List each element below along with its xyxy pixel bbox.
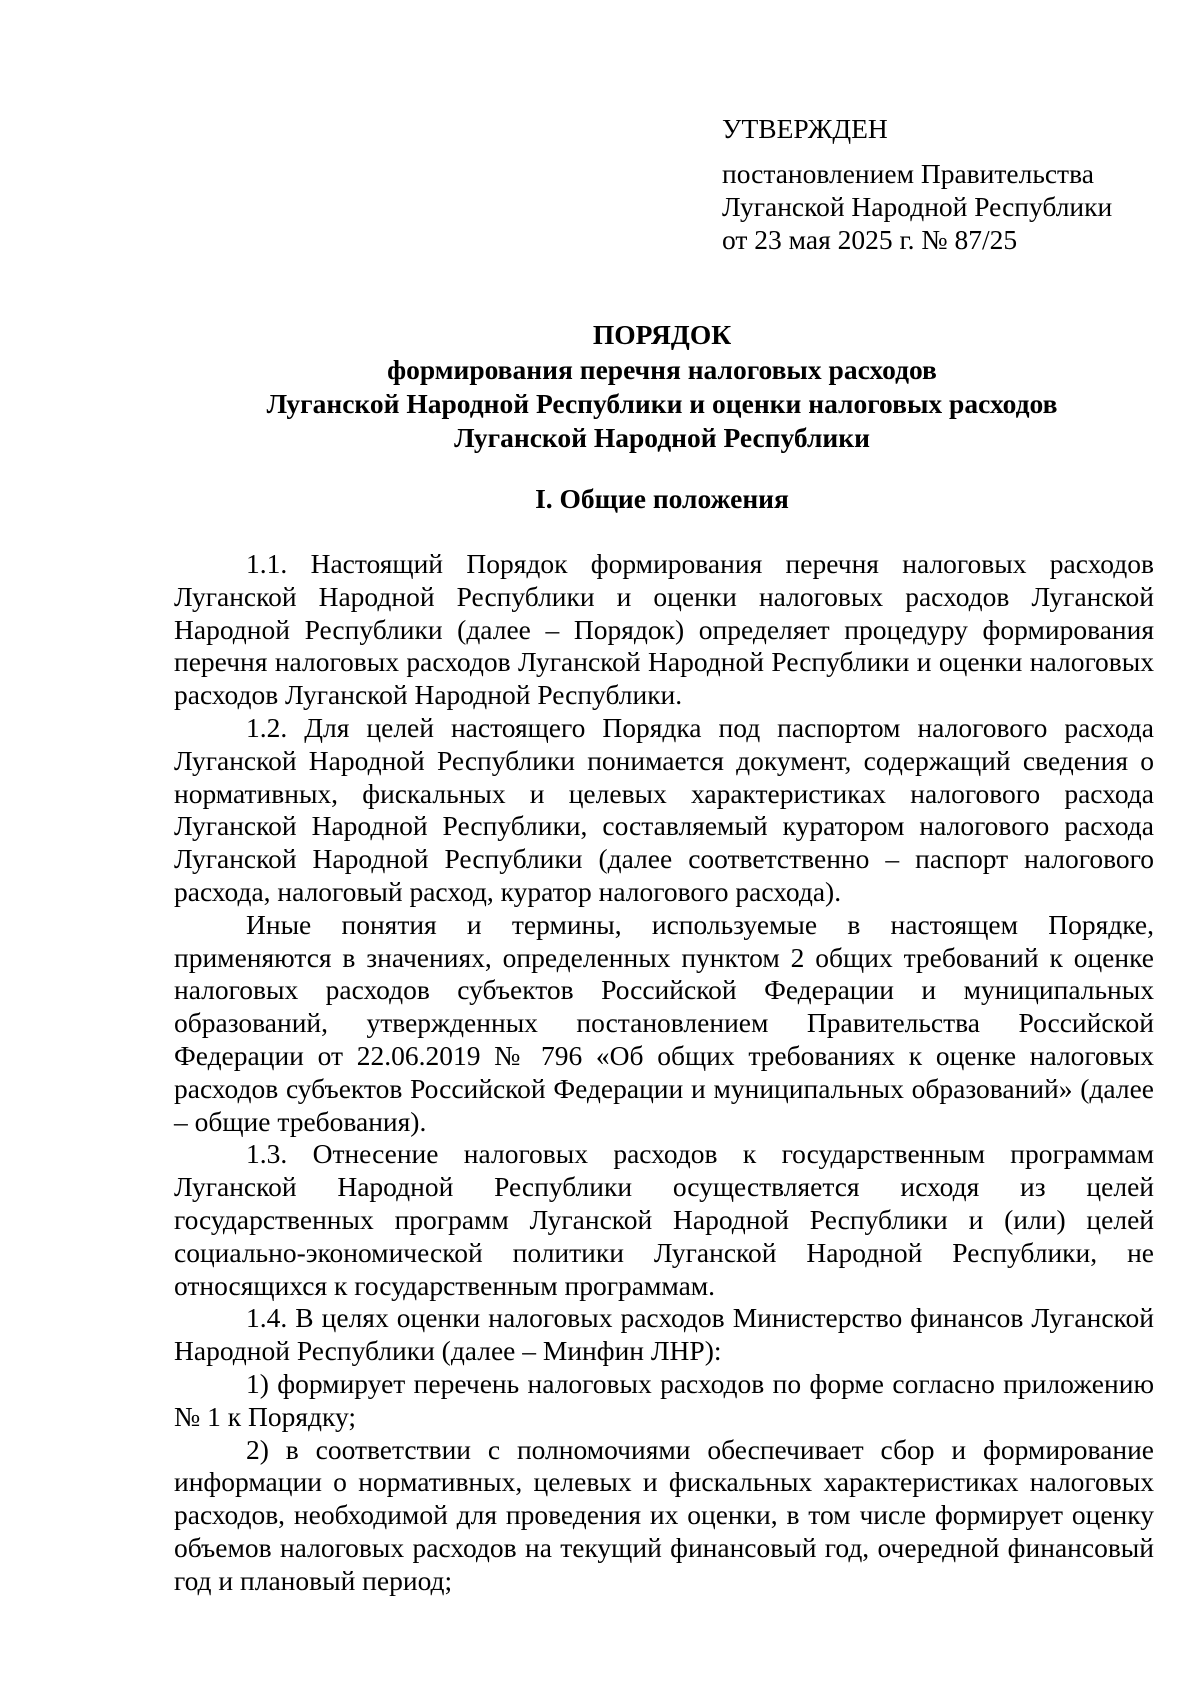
document-body (174, 548, 1154, 1598)
document-subtitle-line-3: Луганской Народной Республики (454, 422, 870, 453)
document-title-block (170, 318, 1154, 455)
paragraph-1-4: 1.4. В целях оценки налоговых расходов Министерство финансов Луганской Народной Республики (далее – Минфин ЛНР): (174, 1302, 1154, 1367)
paragraph-1-3: 1.3. Отнесение налоговых расходов к государственным программам Луганской Народной Республики осуществляется исходя из целей государственных программ Луганской Народной Республики и (или) целей социально-экономической политики Луганской Народной Республики, не относящихся к государственным программам. (174, 1138, 1154, 1301)
approval-line-2: Луганской Народной Республики (722, 191, 1113, 222)
approval-date-number: от 23 мая 2025 г. № 87/25 (722, 224, 1018, 255)
paragraph-terms: Иные понятия и термины, используемые в настоящем Порядке, применяются в значениях, определенных пунктом 2 общих требований к оценке налоговых расходов субъектов Российской Федерации и муниципальных образований, утвержденных постановлением Правительства Российской Федерации от 22.06.2019 № 796 «Об общих требованиях к оценке налоговых расходов субъектов Российской Федерации и муниципальных образований» (далее – общие требования). (174, 908, 1154, 1137)
approval-stamp-block (722, 112, 1162, 256)
document-title: ПОРЯДОК (592, 319, 732, 350)
section-heading: I. Общие положения (535, 483, 789, 514)
paragraph-1-2: 1.2. Для целей настоящего Порядка под паспортом налогового расхода Луганской Народной Республики понимается документ, содержащий сведения о нормативных, фискальных и целевых характеристиках налогового расхода Луганской Народной Республики, составляемый куратором налогового расхода Луганской Народной Республики (далее соответственно – паспорт налогового расхода, налоговый расход, куратор налогового расхода). (174, 711, 1154, 907)
list-item-2: 2) в соответствии с полномочиями обеспечивает сбор и формирование информации о нормативных, целевых и фискальных характеристиках налоговых расходов, необходимой для проведения их оценки, в том числе формирует оценку объемов налоговых расходов на текущий финансовый год, очередной финансовый год и плановый период; (174, 1433, 1154, 1596)
list-item-1: 1) формирует перечень налоговых расходов по форме согласно приложению № 1 к Порядку; (174, 1367, 1154, 1432)
document-subtitle-line-1: формирования перечня налоговых расходов (387, 354, 937, 385)
document-subtitle-line-2: Луганской Народной Республики и оценки налоговых расходов (266, 388, 1058, 419)
approval-stamp: УТВЕРЖДЕН (722, 113, 888, 144)
paragraph-1-1: 1.1. Настоящий Порядок формирования перечня налоговых расходов Луганской Народной Республики и оценки налоговых расходов Луганской Народной Республики (далее – Порядок) определяет процедуру формирования перечня налоговых расходов Луганской Народной Республики и оценки налоговых расходов Луганской Народной Республики. (174, 548, 1154, 711)
approval-line-1: постановлением Правительства (722, 158, 1094, 189)
